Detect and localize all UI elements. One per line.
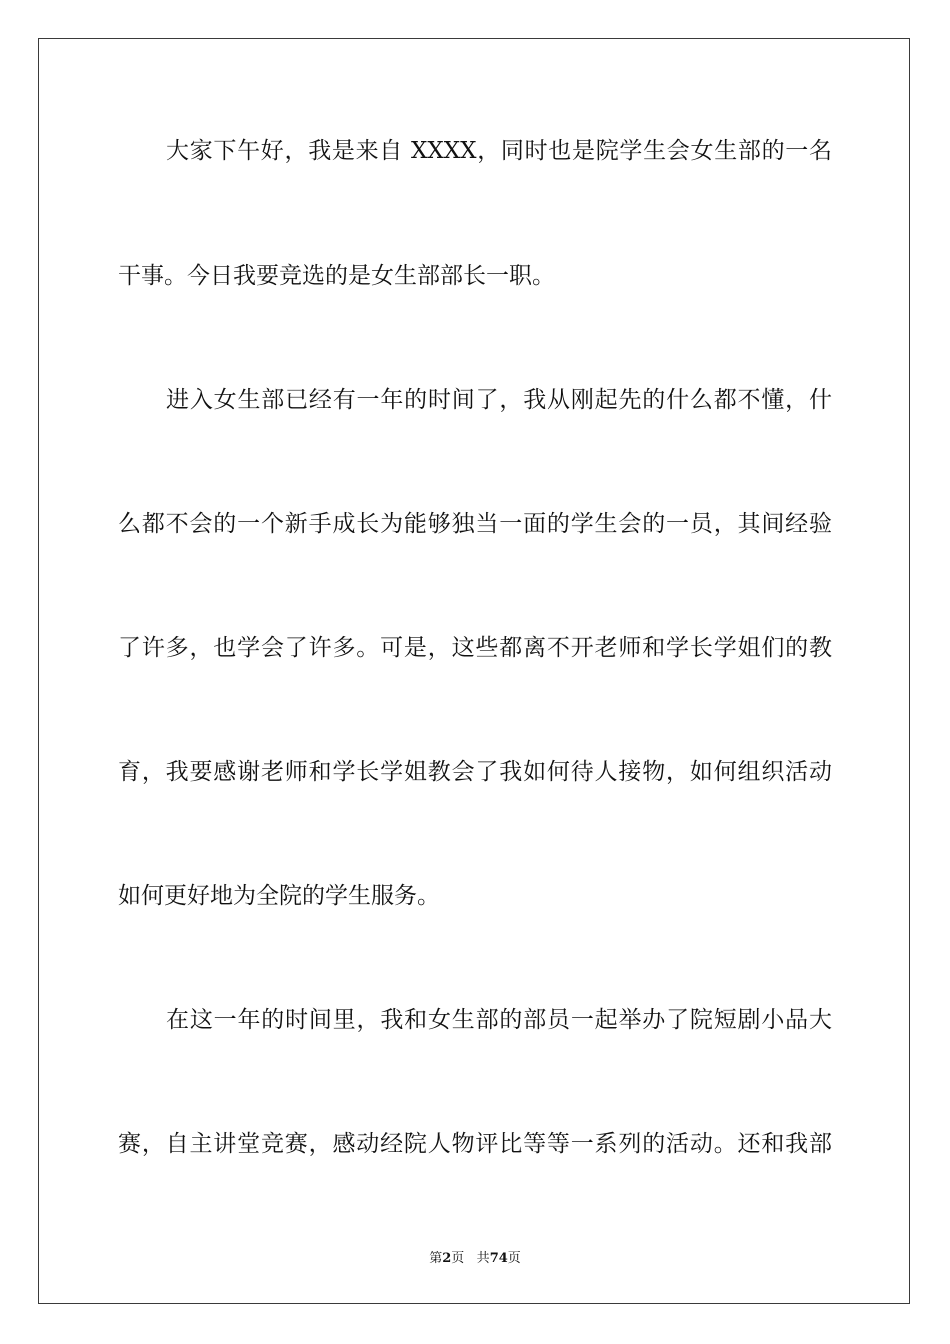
paragraph-1-line-2: 干事。今日我要竞选的是女生部部长一职。 (118, 263, 555, 289)
footer-page-number: 2 (442, 1251, 452, 1266)
paragraph-2-line-1: 进入女生部已经有一年的时间了，我从刚起先的什么都不懂，什 (166, 387, 832, 413)
footer-total-prefix: 共 (476, 1251, 490, 1266)
paragraph-1-line-1: 大家下午好，我是来自 XXXX，同时也是院学生会女生部的一名 (166, 138, 832, 164)
page-footer (0, 1247, 950, 1266)
paragraph-2-line-3: 了许多，也学会了许多。可是，这些都离不开老师和学长学姐们的教 (118, 635, 832, 661)
paragraph-2-line-5: 如何更好地为全院的学生服务。 (118, 883, 440, 909)
footer-page-suffix: 页 (451, 1251, 465, 1266)
paragraph-2-line-2: 么都不会的一个新手成长为能够独当一面的学生会的一员，其间经验 (118, 511, 832, 537)
footer-total-pages: 74 (489, 1251, 508, 1266)
paragraph-3-line-1: 在这一年的时间里，我和女生部的部员一起举办了院短剧小品大 (166, 1007, 832, 1033)
paragraph-3-line-2: 赛，自主讲堂竞赛，感动经院人物评比等等一系列的活动。还和我部 (118, 1131, 832, 1157)
footer-total-suffix: 页 (507, 1251, 521, 1266)
footer-page-prefix: 第 (429, 1251, 443, 1266)
page-border (38, 38, 910, 1304)
paragraph-2-line-4: 育，我要感谢老师和学长学姐教会了我如何待人接物，如何组织活动 (118, 759, 832, 785)
